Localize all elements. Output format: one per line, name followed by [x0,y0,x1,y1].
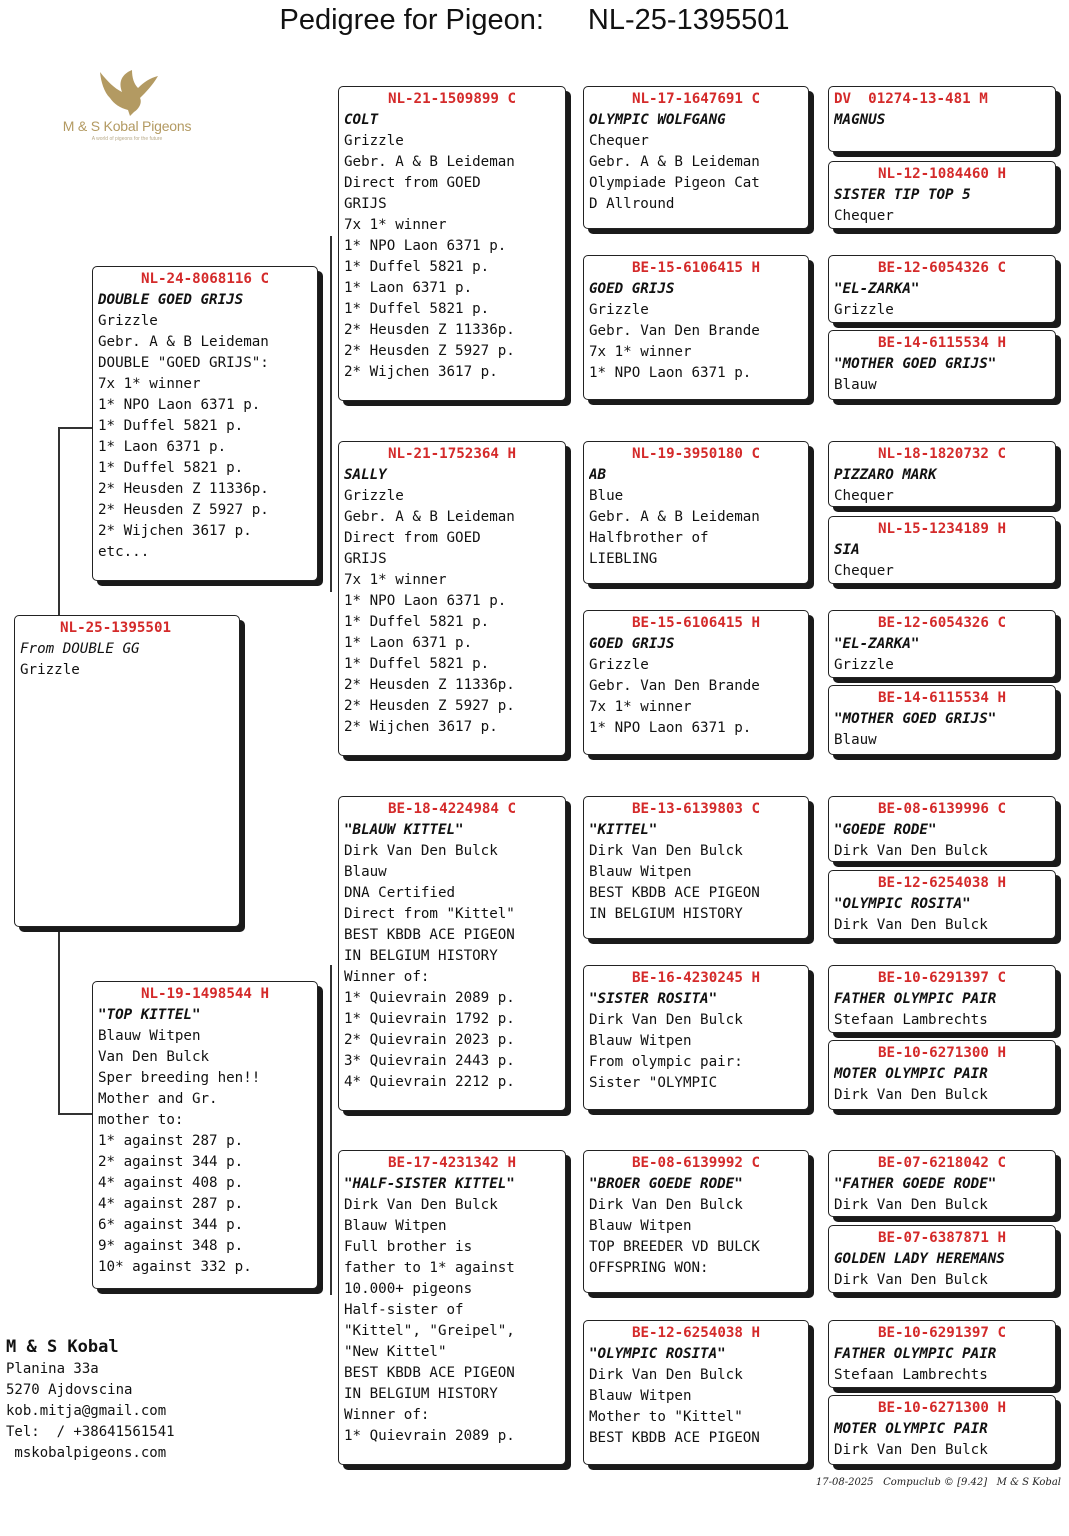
great-grandparent-card[interactable] [583,610,809,755]
title-label: Pedigree for Pigeon: [279,4,544,36]
mother-ring-number: NL-19-1498544 H [140,986,270,1002]
father-line: 2* Heusden Z 5927 p. [98,502,269,518]
pigeon-line: Winner of: [344,1407,430,1423]
pigeon-line: LIEBLING [589,551,658,567]
pigeon-line: 1* NPO Laon 6371 p. [344,238,507,254]
pigeon-line: Halfbrother of [589,530,709,546]
pigeon-line: Dirk Van Den Bulck [589,843,743,859]
pigeon-line: Mother to "Kittel" [589,1409,743,1425]
pigeon-name: SIA [834,542,860,558]
ancestor-card[interactable] [828,870,1056,939]
pigeon-line: Blauw Witpen [589,864,692,880]
logo [42,68,212,142]
pigeon-name: MOTER OLYMPIC PAIR [834,1421,988,1437]
pigeon-line: Dirk Van Den Bulck [834,1272,988,1288]
pigeon-line: 1* NPO Laon 6371 p. [344,593,507,609]
grandparent-card[interactable] [338,796,566,1111]
pigeon-line: Blauw Witpen [589,1218,692,1234]
ring-number: BE-10-6271300 H [877,1045,1007,1061]
pigeon-line: Sister "OLYMPIC [589,1075,718,1091]
pigeon-line: 2* Wijchen 3617 p. [344,719,498,735]
owner-website[interactable]: mskobalpigeons.com [6,1445,167,1461]
ancestor-card[interactable] [828,161,1056,229]
pigeon-line: GRIJS [344,551,387,567]
pigeon-line: Grizzle [344,488,404,504]
ring-number: NL-18-1820732 C [877,446,1007,462]
ring-number: BE-12-6054326 C [877,615,1007,631]
ancestor-card[interactable] [828,1225,1056,1293]
pigeon-line: 4* Quievrain 2212 p. [344,1074,515,1090]
pigeon-line: 10.000+ pigeons [344,1281,473,1297]
ring-number: NL-15-1234189 H [877,521,1007,537]
ancestor-card[interactable] [828,685,1056,755]
owner-email[interactable]: kob.mitja@gmail.com [6,1403,167,1419]
pigeon-line: 7x 1* winner [344,572,447,588]
pigeon-name: MAGNUS [834,112,886,128]
ring-number: BE-08-6139992 C [631,1155,761,1171]
ring-number: BE-07-6218042 C [877,1155,1007,1171]
ring-number: BE-10-6291397 C [877,970,1007,986]
pigeon-line: 1* Laon 6371 p. [344,635,473,651]
pigeon-line: Grizzle [834,657,894,673]
dove-icon [92,68,162,118]
great-grandparent-card[interactable] [583,965,809,1110]
ancestor-card[interactable] [828,965,1056,1033]
pigeon-line: BEST KBDB ACE PIGEON [589,1430,760,1446]
pigeon-name: "SISTER ROSITA" [589,991,718,1007]
pigeon-line: Gebr. A & B Leideman [344,509,515,525]
title-ring: NL-25-1395501 [587,4,790,36]
pigeon-line: 1* Quievrain 1792 p. [344,1011,515,1027]
ancestor-card[interactable] [828,1150,1056,1217]
pigeon-line: Grizzle [834,302,894,318]
pigeon-line: GRIJS [344,196,387,212]
pigeon-name: AB [589,467,607,483]
ancestor-card[interactable] [828,330,1056,400]
pigeon-name: COLT [344,112,379,128]
ancestor-card[interactable] [828,255,1056,323]
ancestor-card[interactable] [828,86,1056,152]
pigeon-name: MOTER OLYMPIC PAIR [834,1066,988,1082]
pigeon-line: "Kittel", "Greipel", [344,1323,515,1339]
ring-number: BE-14-6115534 H [877,690,1007,706]
pigeon-line: Full brother is [344,1239,473,1255]
ancestor-card[interactable] [828,1040,1056,1110]
owner-city: 5270 Ajdovscina [6,1382,133,1398]
pigeon-name: "OLYMPIC ROSITA" [589,1346,726,1362]
pigeon-line: 1* NPO Laon 6371 p. [589,720,752,736]
ring-number: BE-15-6106415 H [631,615,761,631]
pigeon-line: Gebr. A & B Leideman [344,154,515,170]
connector-father-parents [330,236,332,592]
ring-number: BE-14-6115534 H [877,335,1007,351]
pigeon-line: "New Kittel" [344,1344,447,1360]
ring-number: BE-15-6106415 H [631,260,761,276]
pigeon-line: Chequer [834,208,894,224]
subject-pigeon-card[interactable] [14,615,240,927]
great-grandparent-card[interactable] [583,441,809,584]
ring-number: BE-18-4224984 C [387,801,517,817]
mother-card[interactable] [92,981,318,1289]
ring-number: NL-19-3950180 C [631,446,761,462]
pigeon-line: 7x 1* winner [589,344,692,360]
pigeon-name: "MOTHER GOED GRIJS" [834,356,997,372]
grandparent-card[interactable] [338,86,566,401]
pigeon-name: "GOEDE RODE" [834,822,937,838]
pigeon-name: GOED GRIJS [589,281,675,297]
ring-number: BE-12-6054326 C [877,260,1007,276]
father-name: DOUBLE GOED GRIJS [98,292,244,308]
ancestor-card[interactable] [828,1320,1056,1388]
pigeon-line: Dirk Van Den Bulck [834,1087,988,1103]
mother-line: 1* against 287 p. [98,1133,244,1149]
ring-number: BE-10-6291397 C [877,1325,1007,1341]
pigeon-line: 2* Heusden Z 11336p. [344,677,515,693]
pigeon-line: Dirk Van Den Bulck [589,1197,743,1213]
father-card[interactable] [92,266,318,581]
ring-number: BE-08-6139996 C [877,801,1007,817]
pigeon-line: 2* Heusden Z 5927 p. [344,343,515,359]
pigeon-name: "HALF-SISTER KITTEL" [344,1176,515,1192]
pigeon-name: SALLY [344,467,387,483]
mother-line: Van Den Bulck [98,1049,210,1065]
ring-number: NL-17-1647691 C [631,91,761,107]
pigeon-line: TOP BREEDER VD BULCK [589,1239,760,1255]
pigeon-line: 2* Heusden Z 11336p. [344,322,515,338]
pigeon-line: Blauw [834,732,877,748]
pigeon-name: "KITTEL" [589,822,658,838]
pigeon-line: Blauw [834,377,877,393]
pigeon-line: 1* NPO Laon 6371 p. [589,365,752,381]
great-grandparent-card[interactable] [583,796,809,939]
pigeon-line: IN BELGIUM HISTORY [589,906,743,922]
pigeon-line: DNA Certified [344,885,456,901]
logo-tagline: A world of pigeons for the future [91,136,163,142]
pigeon-name: FATHER OLYMPIC PAIR [834,1346,997,1362]
pigeon-name: "EL-ZARKA" [834,281,920,297]
pigeon-line: OFFSPRING WON: [589,1260,709,1276]
pigeon-line: D Allround [589,196,675,212]
pigeon-line: 1* Duffel 5821 p. [344,656,490,672]
mother-line: 4* against 408 p. [98,1175,244,1191]
pigeon-line: Gebr. A & B Leideman [589,154,760,170]
pigeon-line: Blauw [344,864,387,880]
ring-number: BE-13-6139803 C [631,801,761,817]
mother-line: Sper breeding hen!! [98,1070,261,1086]
pigeon-line: Gebr. A & B Leideman [589,509,760,525]
grandparent-card[interactable] [338,1150,566,1465]
pigeon-line: Chequer [834,488,894,504]
pigeon-name: "BLAUW KITTEL" [344,822,464,838]
pigeon-line: Blue [589,488,624,504]
ring-number: BE-12-6254038 H [877,875,1007,891]
great-grandparent-card[interactable] [583,1150,809,1293]
pigeon-line: 1* Duffel 5821 p. [344,259,490,275]
pigeon-line: Chequer [589,133,649,149]
pigeon-line: 2* Wijchen 3617 p. [344,364,498,380]
pigeon-line: 2* Heusden Z 5927 p. [344,698,515,714]
pigeon-line: Chequer [834,563,894,579]
great-grandparent-card[interactable] [583,86,809,229]
mother-line: 10* against 332 p. [98,1259,252,1275]
owner-address: Planina 33a [6,1361,99,1377]
connector-father [58,427,94,429]
subject-ring-number: NL-25-1395501 [60,620,172,636]
ancestor-card[interactable] [828,796,1056,862]
father-line: Grizzle [98,313,158,329]
pigeon-name: SISTER TIP TOP 5 [834,187,971,203]
pigeon-line: Dirk Van Den Bulck [344,1197,498,1213]
pigeon-line: Dirk Van Den Bulck [834,1442,988,1458]
ring-number: BE-12-6254038 H [631,1325,761,1341]
pigeon-name: FATHER OLYMPIC PAIR [834,991,997,1007]
pigeon-line: Direct from "Kittel" [344,906,515,922]
pigeon-line: Dirk Van Den Bulck [344,843,498,859]
subject-line: From DOUBLE GG [20,641,140,657]
owner-name: M & S Kobal [6,1337,119,1357]
mother-line: 9* against 348 p. [98,1238,244,1254]
ring-number: NL-12-1084460 H [877,166,1007,182]
mother-line: Mother and Gr. [98,1091,218,1107]
pigeon-line: Dirk Van Den Bulck [834,917,988,933]
footer-credit: 17-08-2025 Compuclub © [9.42] M & S Kobal [815,1477,1061,1488]
ring-number: BE-10-6271300 H [877,1400,1007,1416]
father-line: etc... [98,544,150,560]
ring-number: DV 01274-13-481 M [834,91,988,107]
ring-number: BE-16-4230245 H [631,970,761,986]
ancestor-card[interactable] [828,441,1056,507]
mother-line: 2* against 344 p. [98,1154,244,1170]
pigeon-name: PIZZARO MARK [834,467,937,483]
great-grandparent-card[interactable] [583,1320,809,1465]
pigeon-name: GOED GRIJS [589,636,675,652]
mother-line: 6* against 344 p. [98,1217,244,1233]
father-ring-number: NL-24-8068116 C [140,271,270,287]
pigeon-line: Dirk Van Den Bulck [589,1012,743,1028]
pigeon-line: Stefaan Lambrechts [834,1012,988,1028]
pigeon-line: 7x 1* winner [344,217,447,233]
pigeon-line: 1* Quievrain 2089 p. [344,1428,515,1444]
owner-contact [6,1335,175,1464]
ring-number: NL-21-1752364 H [387,446,517,462]
pigeon-line: Blauw Witpen [589,1033,692,1049]
father-line: 1* Duffel 5821 p. [98,418,244,434]
mother-name: "TOP KITTEL" [98,1007,201,1023]
mother-line: mother to: [98,1112,184,1128]
pigeon-line: Gebr. Van Den Brande [589,678,760,694]
pigeon-line: Half-sister of [344,1302,464,1318]
pigeon-line: Dirk Van Den Bulck [834,843,988,859]
ring-number: BE-17-4231342 H [387,1155,517,1171]
father-line: 1* NPO Laon 6371 p. [98,397,261,413]
mother-line: Blauw Witpen [98,1028,201,1044]
father-line: 2* Wijchen 3617 p. [98,523,252,539]
logo-name: M & S Kobal Pigeons [62,118,192,134]
grandparent-card[interactable] [338,441,566,756]
ancestor-card[interactable] [828,1395,1056,1465]
pigeon-line: Stefaan Lambrechts [834,1367,988,1383]
pigeon-line: father to 1* against [344,1260,515,1276]
pigeon-line: Gebr. Van Den Brande [589,323,760,339]
pigeon-line: IN BELGIUM HISTORY [344,948,498,964]
page-title [0,4,1069,37]
pigeon-name: "EL-ZARKA" [834,636,920,652]
ancestor-card[interactable] [828,516,1056,584]
pigeon-line: Winner of: [344,969,430,985]
ring-number: BE-07-6387871 H [877,1230,1007,1246]
connector-mother-parents [330,965,332,1295]
pigeon-line: IN BELGIUM HISTORY [344,1386,498,1402]
ring-number: NL-21-1509899 C [387,91,517,107]
pigeon-line: Dirk Van Den Bulck [589,1367,743,1383]
pigeon-line: Grizzle [344,133,404,149]
pigeon-name: "BROER GOEDE RODE" [589,1176,743,1192]
pigeon-line: Grizzle [589,657,649,673]
pigeon-line: BEST KBDB ACE PIGEON [589,885,760,901]
pigeon-line: Dirk Van Den Bulck [834,1197,988,1213]
pigeon-line: Blauw Witpen [589,1388,692,1404]
father-line: 7x 1* winner [98,376,201,392]
pigeon-line: Grizzle [589,302,649,318]
pigeon-line: Direct from GOED [344,175,481,191]
father-line: DOUBLE "GOED GRIJS": [98,355,269,371]
father-line: 1* Duffel 5821 p. [98,460,244,476]
pigeon-line: BEST KBDB ACE PIGEON [344,927,515,943]
pigeon-name: GOLDEN LADY HEREMANS [834,1251,1005,1267]
pigeon-line: Direct from GOED [344,530,481,546]
pigeon-line: 1* Duffel 5821 p. [344,614,490,630]
great-grandparent-card[interactable] [583,255,809,400]
pigeon-line: 7x 1* winner [589,699,692,715]
pigeon-name: "MOTHER GOED GRIJS" [834,711,997,727]
pigeon-line: 2* Quievrain 2023 p. [344,1032,515,1048]
subject-line: Grizzle [20,662,80,678]
pigeon-line: 3* Quievrain 2443 p. [344,1053,515,1069]
pigeon-line: 1* Quievrain 2089 p. [344,990,515,1006]
pigeon-line: BEST KBDB ACE PIGEON [344,1365,515,1381]
pigeon-line: 1* Duffel 5821 p. [344,301,490,317]
owner-phone: Tel: / +38641561541 [6,1424,175,1440]
pigeon-name: OLYMPIC WOLFGANG [589,112,726,128]
father-line: 2* Heusden Z 11336p. [98,481,269,497]
pigeon-name: "FATHER GOEDE RODE" [834,1176,997,1192]
pigeon-line: Blauw Witpen [344,1218,447,1234]
pigeon-line: From olympic pair: [589,1054,743,1070]
mother-line: 4* against 287 p. [98,1196,244,1212]
father-line: Gebr. A & B Leideman [98,334,269,350]
ancestor-card[interactable] [828,610,1056,678]
father-line: 1* Laon 6371 p. [98,439,227,455]
pigeon-name: "OLYMPIC ROSITA" [834,896,971,912]
pigeon-line: 1* Laon 6371 p. [344,280,473,296]
pigeon-line: Olympiade Pigeon Cat [589,175,760,191]
connector-mother [58,1113,94,1115]
